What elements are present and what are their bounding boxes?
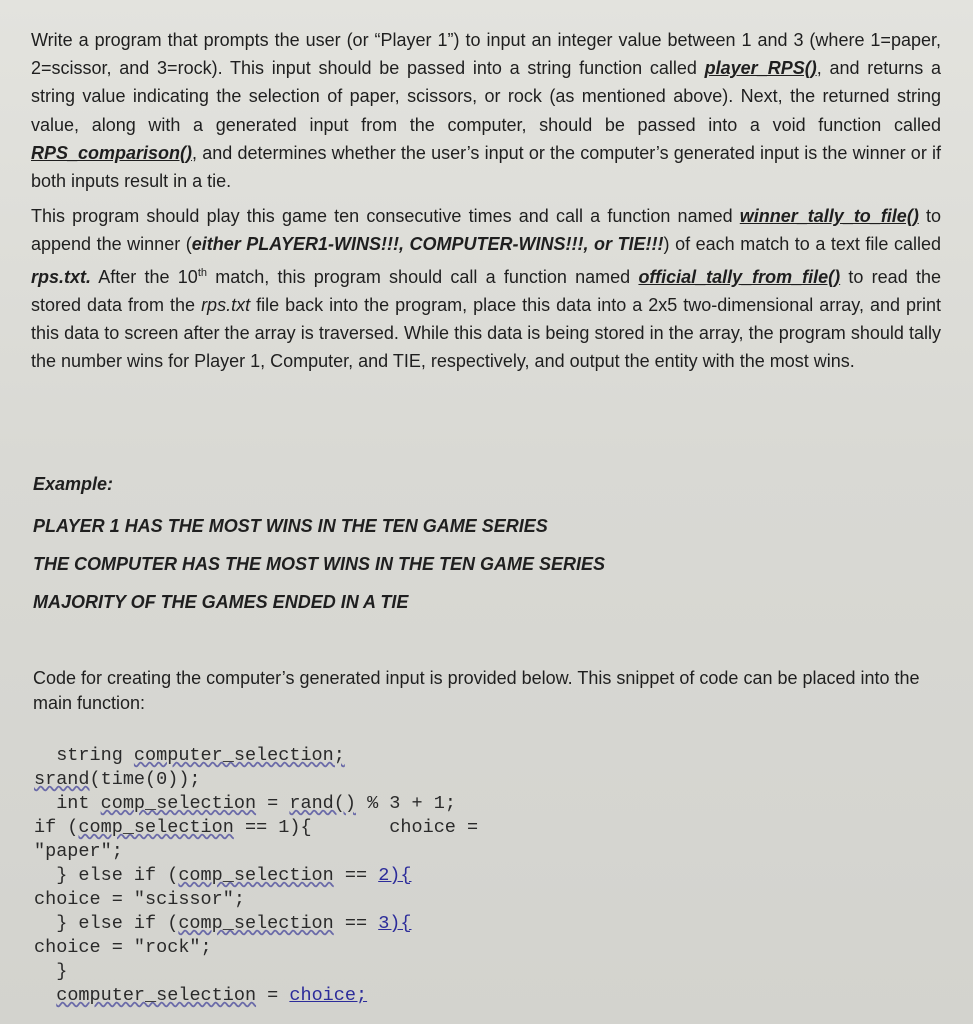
winner-strings: either PLAYER1-WINS!!!, COMPUTER-WINS!!!, or TIE!!!	[191, 234, 664, 255]
text: After the 10	[91, 266, 198, 287]
code-text: % 3 + 1;	[356, 793, 456, 814]
code-text: (time(0));	[89, 769, 201, 790]
code-intro: Code for creating the computer’s generated input is provided below. This snippet of code can be placed into the main function:	[33, 668, 920, 713]
code-text: computer_selection;	[133, 745, 345, 766]
code-text: } else if (	[34, 865, 179, 886]
function-name-winner-tally: winner_tally_to_file()	[739, 206, 919, 227]
code-text: 2){	[378, 865, 412, 886]
code-text	[34, 985, 56, 1006]
code-text: choice;	[289, 985, 368, 1006]
example-label: Example:	[33, 474, 114, 494]
text: to read the stored data from the	[31, 266, 941, 315]
code-text: choice = "scissor";	[34, 889, 245, 910]
code-text: comp_selection	[100, 793, 257, 814]
instructions-paragraph-2	[31, 202, 941, 375]
assignment-document	[31, 26, 942, 1006]
code-text: =	[256, 985, 290, 1006]
filename: rps.txt	[201, 294, 251, 315]
code-text: int	[34, 793, 101, 814]
function-name-player-rps: player_RPS()	[704, 58, 817, 79]
code-text: comp_selection	[178, 865, 334, 886]
code-text: "paper";	[34, 841, 123, 862]
code-text: comp_selection	[78, 817, 234, 838]
text: , and determines whether the user’s input or the computer’s generated input is the winner or if both inputs result in a tie.	[31, 142, 941, 192]
text: , and returns a string value indicating the selection of paper, scissors, or rock (as mentioned above). Next, the returned string value, along with a generated input from the computer, should be passed into a void function called	[31, 58, 941, 135]
code-text: } else if (	[34, 913, 179, 934]
filename: rps.txt.	[31, 266, 92, 287]
text: ) of each match to a text file called	[663, 234, 942, 255]
function-name-official-tally: official_tally_from_file()	[638, 266, 841, 287]
code-text: srand	[34, 769, 90, 790]
code-text: ==	[333, 865, 379, 886]
code-text: 3){	[378, 913, 412, 934]
text: match, this program should call a function named	[207, 266, 639, 287]
code-text: computer_selection	[56, 985, 257, 1006]
code-text: =	[256, 793, 290, 814]
code-text: == 1){ choice =	[233, 817, 479, 838]
text: This program should play this game ten consecutive times and call a function named	[31, 206, 740, 227]
example-line-1: PLAYER 1 HAS THE MOST WINS IN THE TEN GAME SERIES	[33, 516, 548, 536]
code-text: string	[34, 745, 134, 766]
example-line-3: MAJORITY OF THE GAMES ENDED IN A TIE	[33, 592, 409, 612]
code-text: ==	[333, 913, 379, 934]
example-line-2: THE COMPUTER HAS THE MOST WINS IN THE TEN GAME SERIES	[33, 554, 606, 574]
code-text: if (	[34, 817, 79, 838]
code-text: choice = "rock";	[34, 937, 212, 958]
text: to append the winner (	[31, 206, 941, 255]
text: file back into the program, place this data into a 2x5 two-dimensional array, and print this data to screen after the array is traversed. While this data is being stored in the array, the program should tally the number wins for Player 1, Computer, and TIE, respectively, and output the entity with the most wins.	[31, 294, 941, 372]
text: Write a program that prompts the user (or “Player 1”) to input an integer value between 1 and 3 (where 1=paper, 2=scissor, and 3=rock). This input should be passed into a string function called	[31, 30, 941, 79]
superscript: th	[197, 266, 208, 279]
instructions-paragraph-1	[31, 26, 941, 195]
code-text: comp_selection	[178, 913, 334, 934]
function-name-rps-comparison: RPS_comparison()	[31, 142, 193, 163]
code-snippet	[34, 744, 478, 1008]
code-text: rand()	[289, 793, 356, 814]
code-text: }	[34, 961, 68, 982]
